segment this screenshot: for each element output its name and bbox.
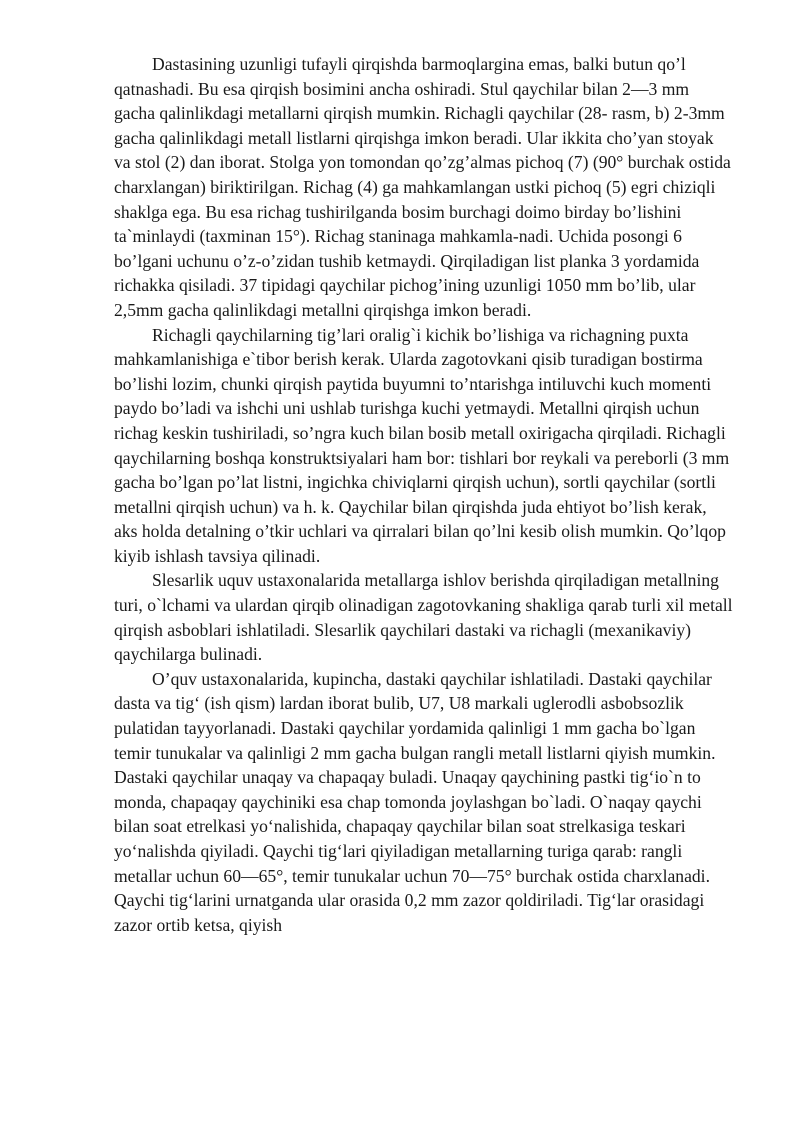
paragraph-long-handled-shears: Dastasining uzunligi tufayli qirqishda barmoqlargina emas, balki butun qo’l qatnashadi. Bu esa qirqish bosimini ancha oshiradi. Stul qaychilar bilan 2—3 mm gacha qalinlikdagi metallarni qirqish mumkin. Richagli qaychilar (28- rasm, b) 2-3mm gacha qalinlikdagi metall listlarni qirqishga imkon beradi. Ular ikkita cho’yan stoyak va stol (2) dan iborat. Stolga yon tomondan qo’zg’almas pichoq (7) (90° burchak ostida charxlangan) biriktirilgan. Richag (4) ga mahkamlangan ustki pichoq (5) egri chiziqli shaklga ega. Bu esa richag tushirilganda bosim burchagi doimo birday bo’lishini ta`minlaydi (taxminan 15°). Richag staninaga mahkamla-nadi. Uchida posongi 6 bo’lgani uchunu o’z-o’zidan tushib ketmaydi. Qirqiladigan list planka 3 yordamida richakka qisiladi. 37 tipidagi qaychilar pichog’ining uzunligi 1050 mm bo’lib, ular 2,5mm gacha qalinlikdagi metallni qirqishga imkon beradi. — [114, 54, 731, 320]
paragraph-hand-shears: O’quv ustaxonalarida, kupincha, dastaki qaychilar ishlatiladi. Dastaki qaychilar dasta va tig‘ (ish qism) lardan iborat bulib, U7, U8 markali uglerodli asbobsozlik pulatidan tayyorlanadi. Dastaki qaychilar yordamida qalinligi 1 mm gacha bo`lgan temir tunukalar va qalinligi 2 mm gacha bulgan rangli metall listlarni qiyish mumkin. Dastaki qaychilar unaqay va chapaqay buladi. Unaqay qaychining pastki tig‘io`n to monda, chapaqay qaychiniki esa chap tomonda joylashgan bo`ladi. O`naqay qaychi bilan soat etrelkasi yo‘nalishida, chapaqay qaychilar bilan soat strelkasiga teskari yo‘nalishda qiyiladi. Qaychi tig‘lari qiyiladigan metallarning turiga qarab: rangli metallar uchun 60—65°, temir tunukalar uchun 70—75° burchak ostida charxlanadi. Qaychi tig‘larini urnatganda ular orasida 0,2 mm zazor qoldiriladi. Tig‘lar orasidagi zazor ortib ketsa, qiyish — [114, 668, 716, 935]
paragraph-workshop-tools: Slesarlik uquv ustaxonalarida metallarga ishlov berishda qirqiladigan metallning turi, o`lchami va ulardan qirqib olinadigan zagotovkaning shakliga qarab turli xil metall qirqish asboblari ishlatiladi. Slesarlik qaychilari dastaki va richagli (mexanikaviy) qaychilarga bulinadi. — [114, 570, 733, 665]
document-page — [114, 52, 734, 937]
paragraph-lever-shears-safety: Richagli qaychilarning tig’lari oralig`i kichik bo’lishiga va richagning puxta mahkamlanishiga e`tibor berish kerak. Ularda zagotovkani qisib turadigan bostirma bo’lishi lozim, chunki qirqish paytida buyumni to’ntarishga intiluvchi kuch momenti paydo bo’ladi va ishchi uni ushlab turishga kuchi yetmaydi. Metallni qirqish uchun richag keskin tushiriladi, so’ngra kuch bilan bosib metall oxirigacha qirqiladi. Richagli qaychilarning boshqa konstruktsiyalari ham bor: tishlari bor reykali va pereborli (3 mm gacha bo’lgan po’lat listni, ingichka chiviqlarni qirqish uchun), sortli qaychilar (sortli metallni qirqish uchun) va h. k. Qaychilar bilan qirqishda juda ehtiyot bo’lish kerak, aks holda detalning o’tkir uchlari va qirralari bilan qo’lni kesib olish mumkin. Qo’lqop kiyib ishlash tavsiya qilinadi. — [114, 324, 730, 566]
